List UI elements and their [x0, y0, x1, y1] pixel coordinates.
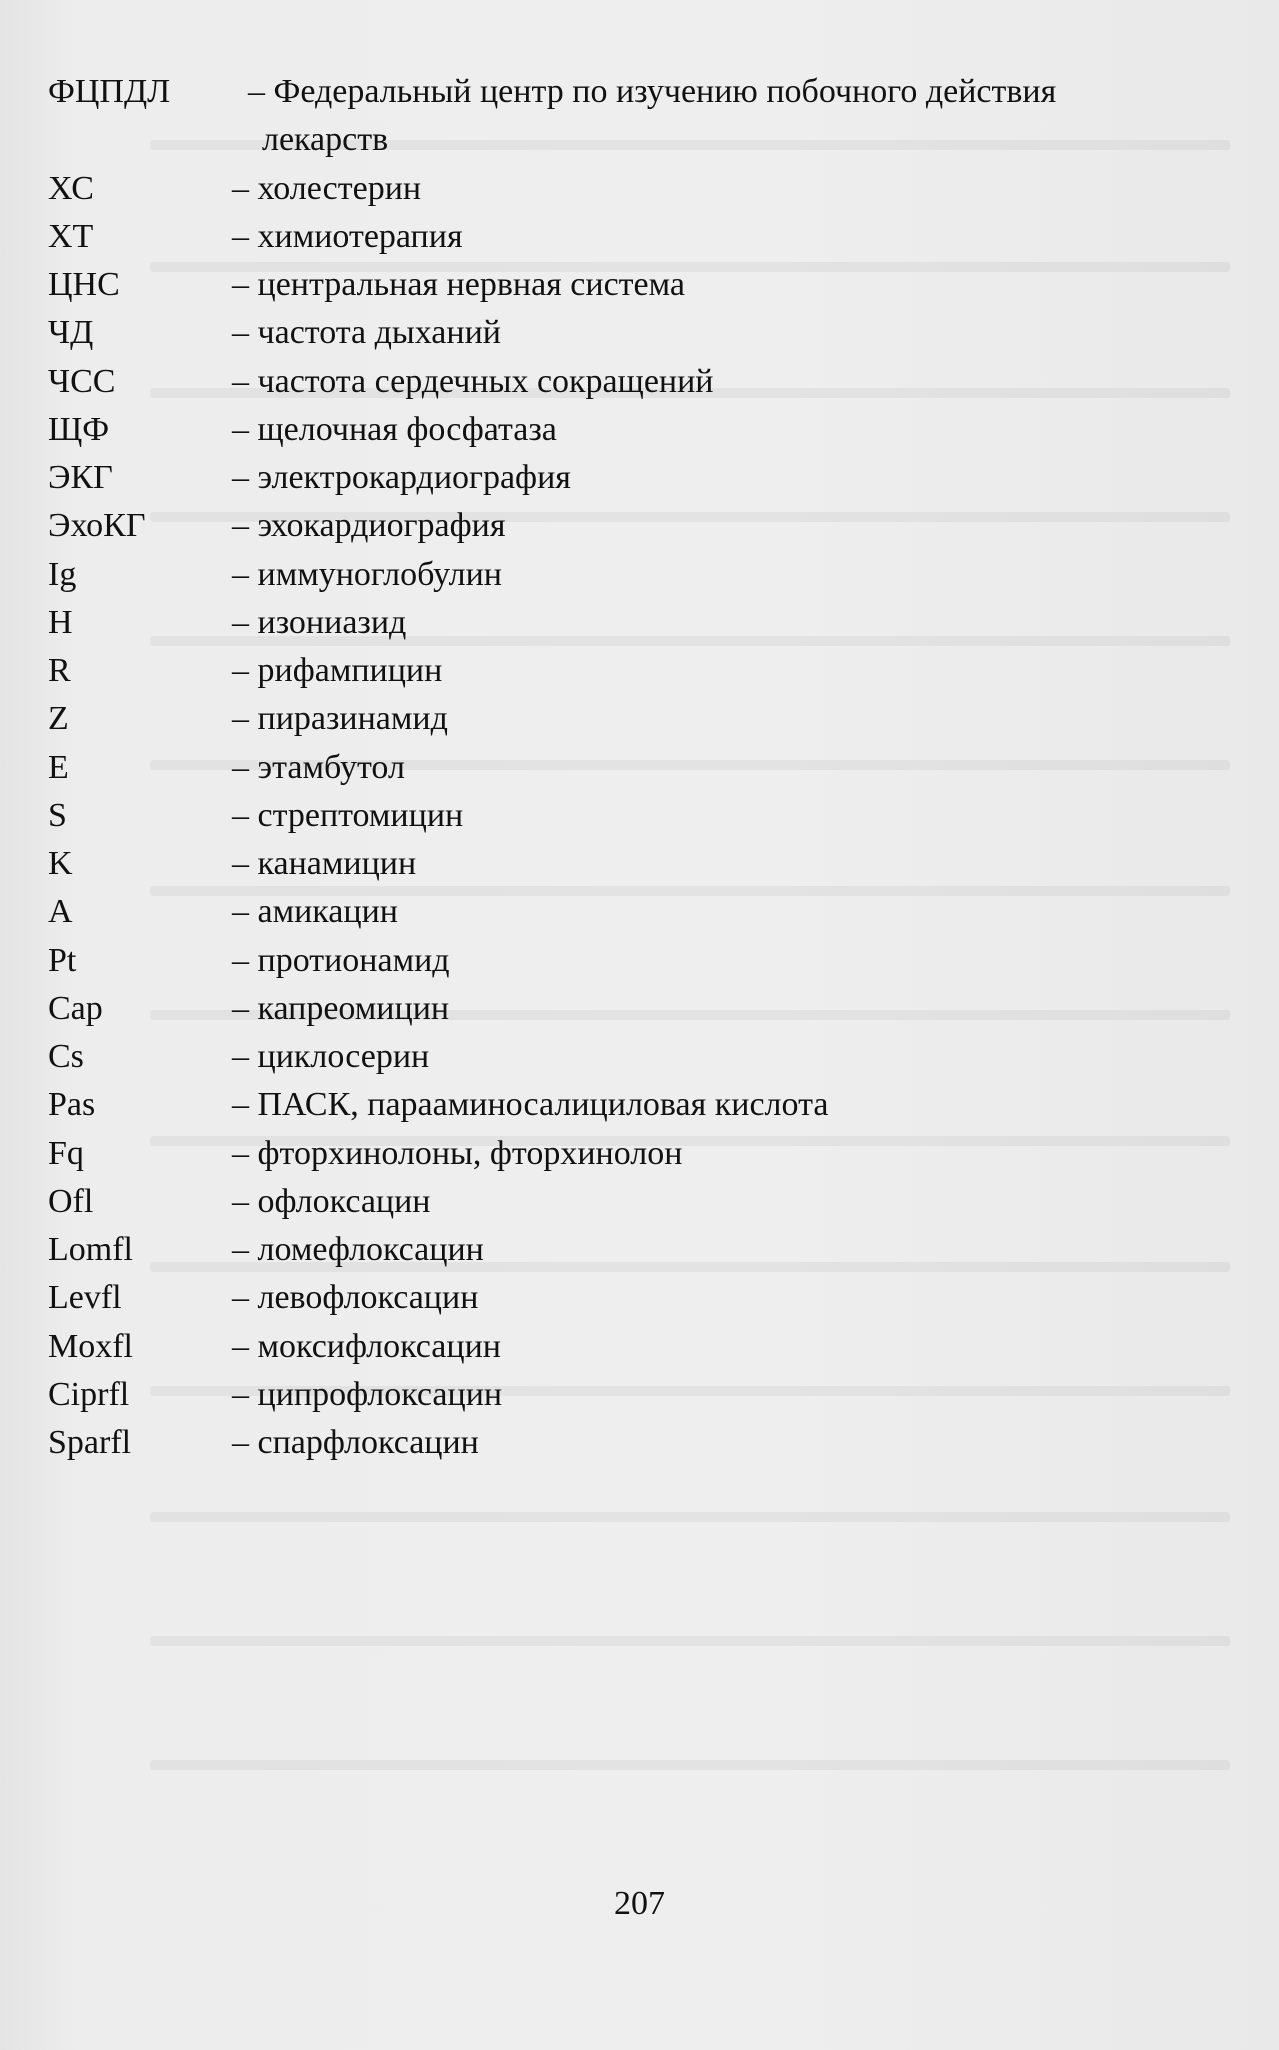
bleed-through-line — [150, 1512, 1230, 1522]
bleed-through-line — [150, 1636, 1230, 1646]
abbreviation-definition: – офлоксацин — [232, 1183, 431, 1220]
abbreviation-term: Lomfl — [48, 1231, 133, 1268]
abbreviation-term: Levfl — [48, 1279, 122, 1316]
abbreviation-definition: – электрокардиография — [232, 459, 571, 496]
abbreviation-definition: – капреомицин — [232, 990, 450, 1027]
abbreviation-term: E — [48, 749, 69, 786]
abbreviation-definition: – циклосерин — [232, 1038, 430, 1075]
abbreviation-term: ЩФ — [48, 411, 110, 448]
abbreviation-definition: – ПАСК, парааминосалициловая кислота — [232, 1086, 829, 1123]
abbreviation-term: ХТ — [48, 218, 94, 255]
abbreviation-definition: – протионамид — [232, 942, 450, 979]
abbreviation-definition: – ломефлоксацин — [232, 1231, 484, 1268]
abbreviation-definition: – левофлоксацин — [232, 1279, 479, 1316]
abbreviation-definition: – холестерин — [232, 170, 422, 207]
abbreviation-term: ЧСС — [48, 363, 116, 400]
abbreviation-definition: – химиотерапия — [232, 218, 463, 255]
abbreviation-definition: – фторхинолоны, фторхинолон — [232, 1135, 683, 1172]
abbreviation-term: ФЦПДЛ — [48, 73, 171, 110]
abbreviation-definition: – Федеральный центр по изучению побочного действия — [248, 73, 1057, 110]
bleed-through-line — [150, 1760, 1230, 1770]
abbreviation-definition: – эхокардиография — [232, 507, 506, 544]
abbreviation-definition: – стрептомицин — [232, 797, 464, 834]
abbreviation-definition: – изониазид — [232, 604, 407, 641]
abbreviation-definition: – рифампицин — [232, 652, 443, 689]
abbreviation-term: Cs — [48, 1038, 84, 1075]
abbreviation-term: Ofl — [48, 1183, 94, 1220]
abbreviation-definition: – частота дыханий — [232, 314, 501, 351]
abbreviation-term: Cap — [48, 990, 103, 1027]
abbreviation-term: Pas — [48, 1086, 96, 1123]
abbreviation-term: Z — [48, 700, 69, 737]
abbreviation-definition: – канамицин — [232, 845, 417, 882]
abbreviation-term: K — [48, 845, 73, 882]
abbreviation-term: R — [48, 652, 71, 689]
abbreviation-term: A — [48, 893, 73, 930]
page-number: 207 — [614, 1885, 665, 1922]
abbreviation-term: Fq — [48, 1135, 84, 1172]
abbreviation-definition: – пиразинамид — [232, 700, 448, 737]
abbreviation-definition-continuation: лекарств — [262, 121, 389, 158]
abbreviation-term: ХС — [48, 170, 94, 207]
abbreviation-term: Moxfl — [48, 1328, 133, 1365]
abbreviation-term: S — [48, 797, 67, 834]
abbreviation-term: ЭКГ — [48, 459, 113, 496]
abbreviation-definition: – частота сердечных сокращений — [232, 363, 714, 400]
abbreviation-definition: – спарфлоксацин — [232, 1424, 479, 1461]
abbreviation-term: H — [48, 604, 73, 641]
abbreviation-definition: – этамбутол — [232, 749, 405, 786]
abbreviation-term: ЧД — [48, 314, 94, 351]
abbreviation-definition: – иммуноглобулин — [232, 556, 502, 593]
abbreviation-term: Pt — [48, 942, 77, 979]
abbreviation-definition: – ципрофлоксацин — [232, 1376, 503, 1413]
abbreviation-definition: – щелочная фосфатаза — [232, 411, 557, 448]
abbreviation-term: Ciprfl — [48, 1376, 130, 1413]
abbreviation-term: Ig — [48, 556, 77, 593]
abbreviation-definition: – центральная нервная система — [232, 266, 686, 303]
abbreviation-term: ЦНС — [48, 266, 120, 303]
abbreviation-definition: – амикацин — [232, 893, 398, 930]
abbreviation-term: ЭхоКГ — [48, 507, 146, 544]
abbreviation-definition: – моксифлоксацин — [232, 1328, 501, 1365]
abbreviation-term: Sparfl — [48, 1424, 132, 1461]
